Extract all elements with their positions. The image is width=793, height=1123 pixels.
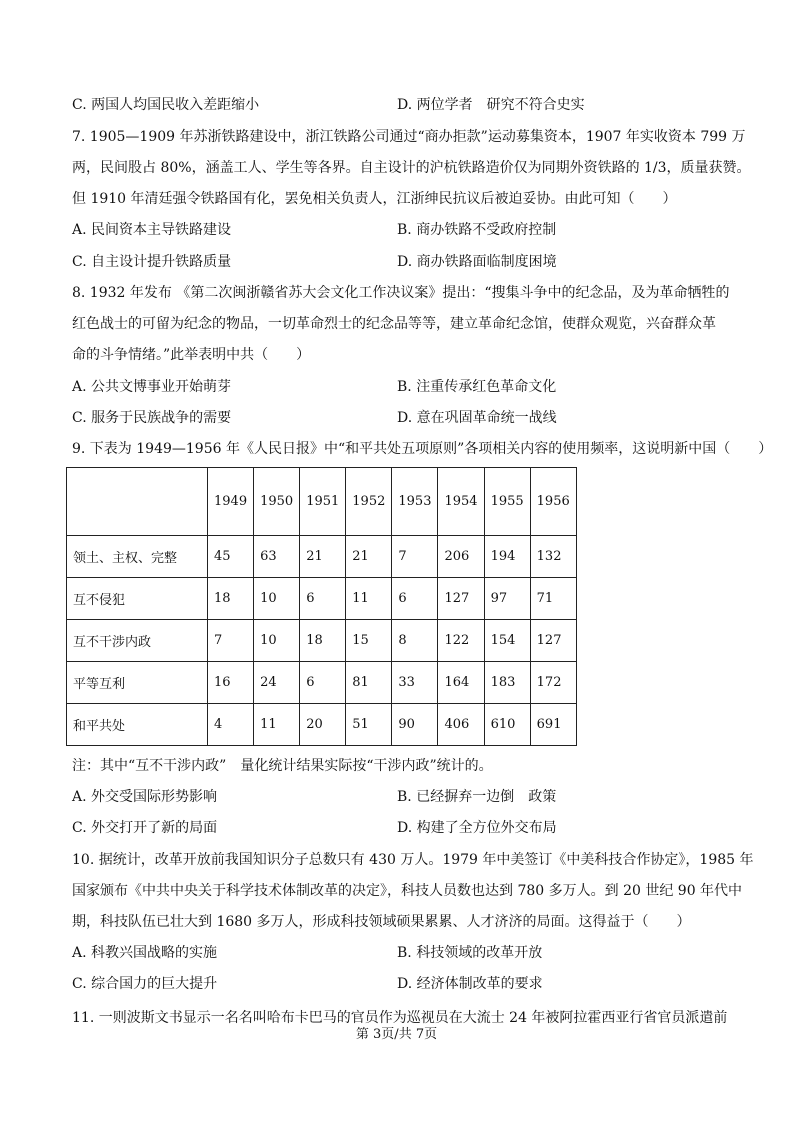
row-label-cell: 领土、主权、完整 (67, 536, 208, 578)
value-cell: 20 (300, 704, 346, 746)
q8-option-d: D. 意在巩固革命统一战线 (397, 410, 557, 426)
q7-option-d: D. 商办铁路面临制度困境 (397, 254, 557, 270)
value-cell: 33 (392, 662, 438, 704)
value-cell: 194 (484, 536, 530, 578)
value-cell: 7 (208, 620, 254, 662)
q6-option-c: C. 两国人均国民收入差距缩小 (72, 97, 260, 113)
value-cell: 6 (300, 662, 346, 704)
year-header-cell: 1954 (438, 468, 484, 536)
value-cell: 11 (254, 704, 300, 746)
q9-stem: 9. 下表为 1949—1956 年《人民日报》中“和平共处五项原则”各项相关内容的使用频率，这说明新中国（ ） (72, 441, 773, 457)
q10-option-a: A. 科教兴国战略的实施 (72, 945, 218, 961)
value-cell: 21 (346, 536, 392, 578)
row-label-cell: 互不侵犯 (67, 578, 208, 620)
value-cell: 90 (392, 704, 438, 746)
q8-option-a: A. 公共文博事业开始萌芽 (72, 379, 232, 395)
year-header-cell: 1955 (484, 468, 530, 536)
table-row (67, 536, 577, 578)
table-row (67, 620, 577, 662)
q10-option-d: D. 经济体制改革的要求 (397, 976, 543, 992)
value-cell: 11 (346, 578, 392, 620)
year-header-cell: 1951 (300, 468, 346, 536)
q7-stem-line-1: 7. 1905—1909 年苏浙铁路建设中，浙江铁路公司通过“商办拒款”运动募集资本，1907 年实收资本 799 万 (72, 129, 746, 145)
year-header-cell: 1950 (254, 468, 300, 536)
q8-option-b: B. 注重传承红色革命文化 (397, 379, 557, 395)
value-cell: 406 (438, 704, 484, 746)
q7-option-c: C. 自主设计提升铁路质量 (72, 254, 232, 270)
q10-option-c: C. 综合国力的巨大提升 (72, 976, 218, 992)
value-cell: 10 (254, 620, 300, 662)
q9-option-d: D. 构建了全方位外交布局 (397, 820, 557, 836)
value-cell: 8 (392, 620, 438, 662)
page-number-footer: 第 3页/共 7页 (355, 1027, 438, 1042)
value-cell: 18 (208, 578, 254, 620)
row-label-cell: 平等互利 (67, 662, 208, 704)
year-header-cell: 1952 (346, 468, 392, 536)
row-label-cell: 和平共处 (67, 704, 208, 746)
value-cell: 127 (530, 620, 576, 662)
value-cell: 71 (530, 578, 576, 620)
value-cell: 7 (392, 536, 438, 578)
q10-stem-line-1: 10. 据统计，改革开放前我国知识分子总数只有 430 万人。1979 年中美签订《中美科技合作协定》，1985 年 (72, 852, 754, 868)
value-cell: 24 (254, 662, 300, 704)
value-cell: 18 (300, 620, 346, 662)
value-cell: 164 (438, 662, 484, 704)
value-cell: 691 (530, 704, 576, 746)
value-cell: 610 (484, 704, 530, 746)
value-cell: 4 (208, 704, 254, 746)
value-cell: 51 (346, 704, 392, 746)
value-cell: 122 (438, 620, 484, 662)
value-cell: 45 (208, 536, 254, 578)
q9-option-c: C. 外交打开了新的局面 (72, 820, 218, 836)
value-cell: 6 (300, 578, 346, 620)
table-header-row (67, 468, 577, 536)
value-cell: 63 (254, 536, 300, 578)
table-row (67, 704, 577, 746)
value-cell: 97 (484, 578, 530, 620)
table-row (67, 578, 577, 620)
q8-stem-line-3: 命的斗争情绪。”此举表明中共（ ） (72, 347, 311, 363)
value-cell: 132 (530, 536, 576, 578)
value-cell: 127 (438, 578, 484, 620)
q7-stem-line-3: 但 1910 年清廷强令铁路国有化，罢免相关负责人，江浙绅民抗议后被迫妥协。由此可知（ ） (72, 191, 677, 207)
value-cell: 6 (392, 578, 438, 620)
q10-stem-line-3: 期，科技队伍已壮大到 1680 多万人，形成科技领域硕果累累、人才济济的局面。这得益于（ ） (72, 914, 691, 930)
value-cell: 21 (300, 536, 346, 578)
value-cell: 183 (484, 662, 530, 704)
value-cell: 81 (346, 662, 392, 704)
q6-option-d: D. 两位学者 研究不符合史实 (397, 97, 585, 113)
value-cell: 206 (438, 536, 484, 578)
q9-option-a: A. 外交受国际形势影响 (72, 789, 218, 805)
value-cell: 172 (530, 662, 576, 704)
q10-stem-line-2: 国家颁布《中共中央关于科学技术体制改革的决定》，科技人员数也达到 780 多万人。到 20 世纪 90 年代中 (72, 883, 743, 899)
q8-stem-line-1: 8. 1932 年发布 《第二次闽浙赣省苏大会文化工作决议案》提出：“搜集斗争中的纪念品，及为革命牺牲的 (72, 285, 730, 301)
frequency-table (66, 467, 577, 746)
row-label-cell: 互不干涉内政 (67, 620, 208, 662)
q7-option-b: B. 商办铁路不受政府控制 (397, 222, 557, 238)
year-header-cell: 1953 (392, 468, 438, 536)
q9-option-b: B. 已经摒弃一边倒 政策 (397, 789, 557, 805)
value-cell: 154 (484, 620, 530, 662)
value-cell: 15 (346, 620, 392, 662)
q9-table-note: 注：其中“互不干涉内政” 量化统计结果实际按“干涉内政”统计的。 (72, 758, 493, 774)
q11-stem-line-1: 11. 一则波斯文书显示一名名叫哈布卡巴马的官员作为巡视员在大流士 24 年被阿拉霍西亚行省官员派遣前 (72, 1010, 728, 1026)
q10-option-b: B. 科技领域的改革开放 (397, 945, 543, 961)
value-cell: 16 (208, 662, 254, 704)
q8-stem-line-2: 红色战士的可留为纪念的物品，一切革命烈士的纪念品等等，建立革命纪念馆，使群众观览，兴奋群众革 (72, 316, 716, 332)
table-corner-cell (67, 468, 208, 536)
table-row (67, 662, 577, 704)
year-header-cell: 1956 (530, 468, 576, 536)
q7-stem-line-2: 两，民间股占 80%，涵盖工人、学生等各界。自主设计的沪杭铁路造价仅为同期外资铁路的 1/3，质量获赞。 (72, 160, 751, 176)
year-header-cell: 1949 (208, 468, 254, 536)
q8-option-c: C. 服务于民族战争的需要 (72, 410, 232, 426)
q7-option-a: A. 民间资本主导铁路建设 (72, 222, 232, 238)
value-cell: 10 (254, 578, 300, 620)
